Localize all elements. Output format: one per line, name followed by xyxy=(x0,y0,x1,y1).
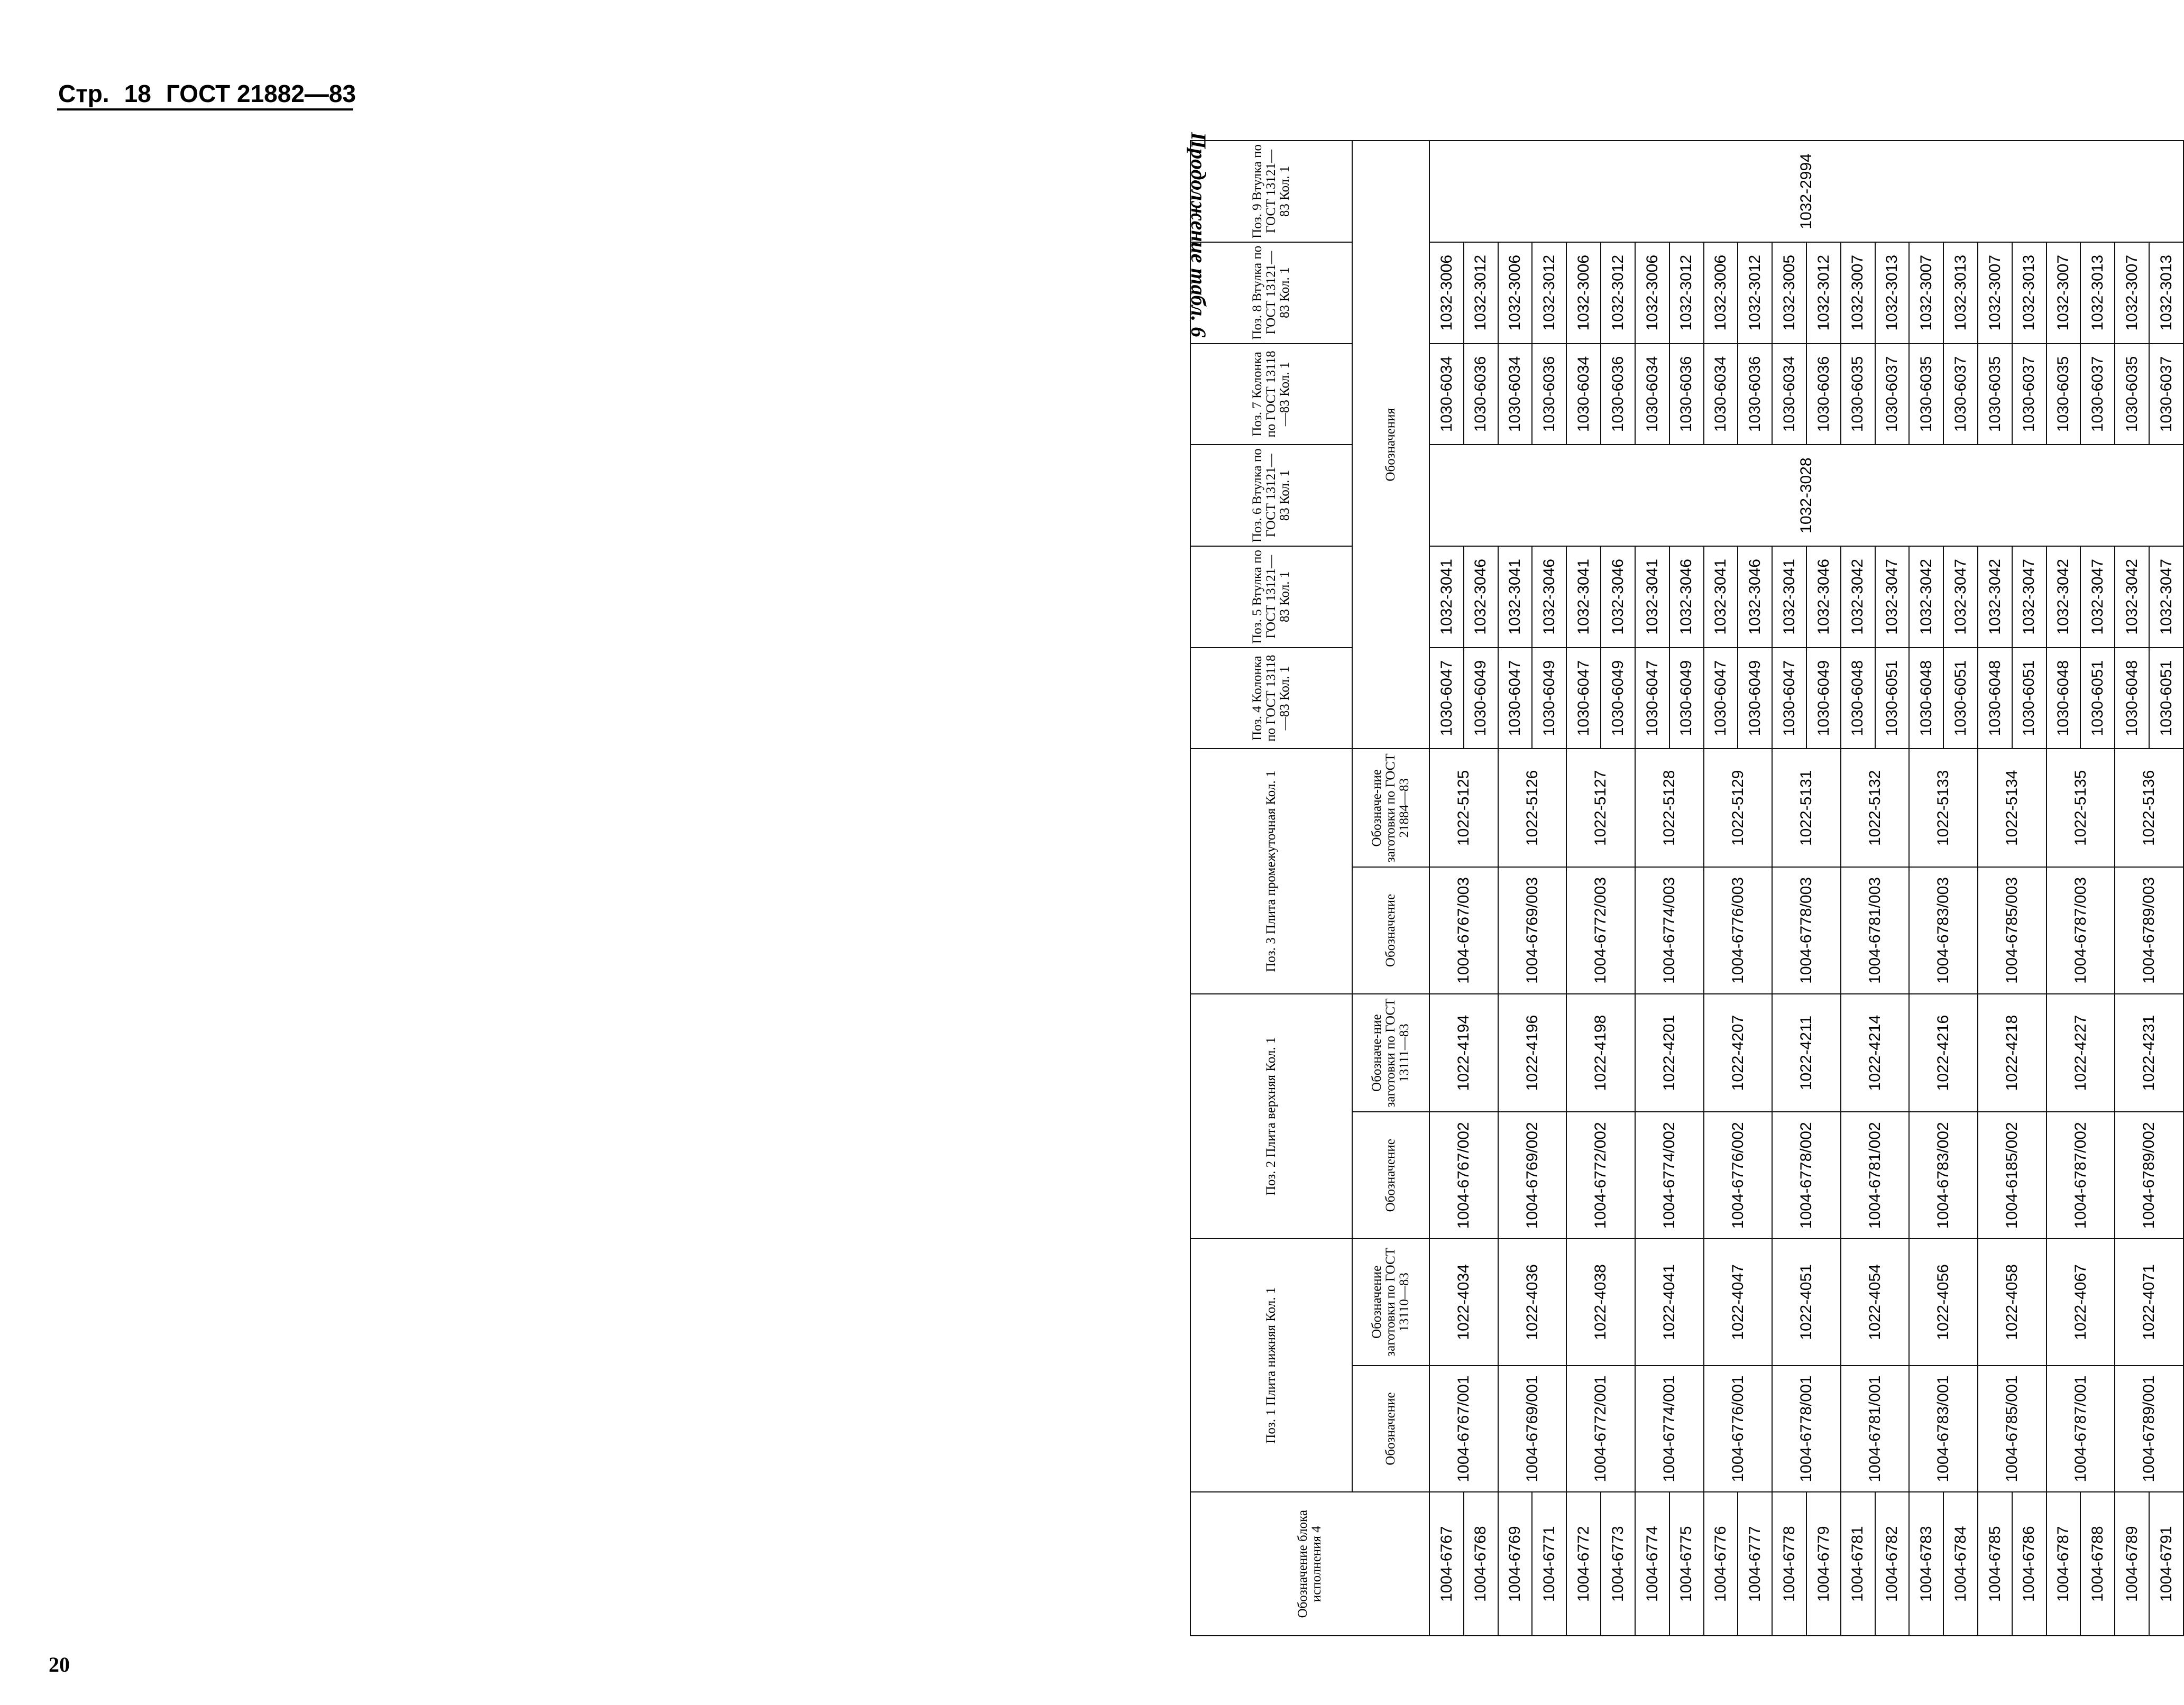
col-pos9: Поз. 9 Втулка по ГОСТ 13121—83 Кол. 1 xyxy=(1190,141,1352,242)
pos2-designation-cell: 1004-6789/002 xyxy=(2115,1112,2183,1239)
pos7-cell: 1030-6036 xyxy=(1464,344,1498,445)
pos2-blank-cell: 1022-4211 xyxy=(1772,994,1841,1112)
pos2-blank-cell: 1022-4214 xyxy=(1841,994,1910,1112)
col-pos7: Поз. 7 Колонка по ГОСТ 13118—83 Кол. 1 xyxy=(1190,344,1352,445)
pos5-cell: 1032-3046 xyxy=(1464,546,1498,648)
block-designation-cell: 1004-6786 xyxy=(2012,1492,2047,1636)
page-number: 18 xyxy=(124,80,151,107)
pos7-cell: 1030-6036 xyxy=(1669,344,1704,445)
pos7-cell: 1030-6036 xyxy=(1738,344,1772,445)
pos1-blank-cell: 1022-4038 xyxy=(1566,1239,1635,1366)
pos8-cell: 1032-3006 xyxy=(1566,242,1601,344)
pos8-cell: 1032-3012 xyxy=(1532,242,1566,344)
block-designation-cell: 1004-6783 xyxy=(1909,1492,1943,1636)
block-designation-cell: 1004-6777 xyxy=(1738,1492,1772,1636)
pos2-blank-cell: 1022-4218 xyxy=(1978,994,2047,1112)
pos3-designation-cell: 1004-6781/003 xyxy=(1841,867,1910,994)
pos2-blank-cell: 1022-4198 xyxy=(1566,994,1635,1112)
pos3-designation-cell: 1004-6789/003 xyxy=(2115,867,2183,994)
pos5-cell: 1032-3042 xyxy=(2115,546,2149,648)
pos5-cell: 1032-3046 xyxy=(1601,546,1635,648)
block-designation-cell: 1004-6785 xyxy=(1978,1492,2012,1636)
block-designation-cell: 1004-6778 xyxy=(1772,1492,1806,1636)
block-designation-cell: 1004-6784 xyxy=(1943,1492,1978,1636)
table-row xyxy=(1635,141,1669,1636)
pos1-designation-cell: 1004-6783/001 xyxy=(1909,1366,1978,1492)
pos5-cell: 1032-3042 xyxy=(1978,546,2012,648)
pos1-designation-cell: 1004-6769/001 xyxy=(1498,1366,1567,1492)
pos1-designation-cell: 1004-6772/001 xyxy=(1566,1366,1635,1492)
pos7-cell: 1030-6036 xyxy=(1806,344,1841,445)
pos7-cell: 1030-6035 xyxy=(1909,344,1943,445)
pos3-blank-cell: 1022-5134 xyxy=(1978,749,2047,867)
pos1-designation-cell: 1004-6781/001 xyxy=(1841,1366,1910,1492)
pos2-designation-cell: 1004-6781/002 xyxy=(1841,1112,1910,1239)
block-designation-cell: 1004-6779 xyxy=(1806,1492,1841,1636)
pos8-cell: 1032-3013 xyxy=(2012,242,2047,344)
pos4-cell: 1030-6051 xyxy=(1875,648,1910,749)
pos3-blank-cell: 1022-5136 xyxy=(2115,749,2183,867)
pos3-blank-cell: 1022-5129 xyxy=(1704,749,1773,867)
pos7-cell: 1030-6035 xyxy=(1978,344,2012,445)
pos5-cell: 1032-3041 xyxy=(1429,546,1464,648)
pos8-cell: 1032-3013 xyxy=(1943,242,1978,344)
pos2-designation-cell: 1004-6787/002 xyxy=(2047,1112,2115,1239)
col-pos4: Поз. 4 Колонка по ГОСТ 13118—83 Кол. 1 xyxy=(1190,648,1352,749)
pos2-designation-cell: 1004-6767/002 xyxy=(1429,1112,1498,1239)
pos3-designation-cell: 1004-6787/003 xyxy=(2047,867,2115,994)
pos1-blank-cell: 1022-4054 xyxy=(1841,1239,1910,1366)
block-designation-cell: 1004-6771 xyxy=(1532,1492,1566,1636)
block-designation-cell: 1004-6773 xyxy=(1601,1492,1635,1636)
pos4-cell: 1030-6049 xyxy=(1738,648,1772,749)
block-designation-cell: 1004-6791 xyxy=(2149,1492,2183,1636)
pos1-blank-cell: 1022-4034 xyxy=(1429,1239,1498,1366)
pos4-cell: 1030-6048 xyxy=(1978,648,2012,749)
table-row xyxy=(1909,141,1943,1636)
pos5-cell: 1032-3041 xyxy=(1635,546,1669,648)
pos8-cell: 1032-3006 xyxy=(1498,242,1533,344)
pos5-cell: 1032-3041 xyxy=(1772,546,1806,648)
col-pos3: Поз. 3 Плита промежуточная Кол. 1 xyxy=(1190,749,1352,993)
pos1-blank-cell: 1022-4036 xyxy=(1498,1239,1567,1366)
pos3-designation-cell: 1004-6776/003 xyxy=(1704,867,1773,994)
pos4-cell: 1030-6048 xyxy=(2047,648,2081,749)
pos4-cell: 1030-6051 xyxy=(1943,648,1978,749)
table-row xyxy=(1772,141,1806,1636)
pos4-cell: 1030-6047 xyxy=(1498,648,1533,749)
pos2-designation-cell: 1004-6776/002 xyxy=(1704,1112,1773,1239)
pos5-cell: 1032-3047 xyxy=(2012,546,2047,648)
pos1-blank-cell: 1022-4071 xyxy=(2115,1239,2183,1366)
pos2-blank-cell: 1022-4207 xyxy=(1704,994,1773,1112)
page-label: Стр. xyxy=(58,80,109,107)
pos2-designation-cell: 1004-6778/002 xyxy=(1772,1112,1841,1239)
pos7-cell: 1030-6035 xyxy=(2115,344,2149,445)
table-row xyxy=(1429,141,1464,1636)
col-pos5: Поз. 5 Втулка по ГОСТ 13121—83 Кол. 1 xyxy=(1190,546,1352,648)
pos2-designation-cell: 1004-6783/002 xyxy=(1909,1112,1978,1239)
pos4-cell: 1030-6049 xyxy=(1464,648,1498,749)
table-body xyxy=(1429,141,2183,1636)
pos5-cell: 1032-3047 xyxy=(1943,546,1978,648)
pos3-designation-cell: 1004-6769/003 xyxy=(1498,867,1567,994)
table-container xyxy=(1190,140,2175,1636)
table-row xyxy=(1566,141,1601,1636)
pos5-cell: 1032-3042 xyxy=(1909,546,1943,648)
block-designation-cell: 1004-6781 xyxy=(1841,1492,1875,1636)
pos4-cell: 1030-6049 xyxy=(1532,648,1566,749)
pos2-designation-cell: 1004-6769/002 xyxy=(1498,1112,1567,1239)
block-designation-cell: 1004-6767 xyxy=(1429,1492,1464,1636)
pos5-cell: 1032-3041 xyxy=(1498,546,1533,648)
pos3-designation-cell: 1004-6778/003 xyxy=(1772,867,1841,994)
pos7-cell: 1030-6034 xyxy=(1772,344,1806,445)
pos6-merged-cell: 1032-3028 xyxy=(1429,445,2183,546)
pos8-cell: 1032-3013 xyxy=(2080,242,2115,344)
block-designation-cell: 1004-6782 xyxy=(1875,1492,1910,1636)
pos7-cell: 1030-6034 xyxy=(1566,344,1601,445)
pos4-cell: 1030-6051 xyxy=(2012,648,2047,749)
pos4-cell: 1030-6051 xyxy=(2149,648,2183,749)
col-pos2-designation: Обозначение xyxy=(1352,1112,1429,1239)
pos7-cell: 1030-6037 xyxy=(1943,344,1978,445)
pos8-cell: 1032-3007 xyxy=(1978,242,2012,344)
pos2-blank-cell: 1022-4196 xyxy=(1498,994,1567,1112)
pos4-cell: 1030-6049 xyxy=(1806,648,1841,749)
pos8-cell: 1032-3007 xyxy=(1909,242,1943,344)
pos2-blank-cell: 1022-4201 xyxy=(1635,994,1704,1112)
block-designation-cell: 1004-6768 xyxy=(1464,1492,1498,1636)
pos5-cell: 1032-3041 xyxy=(1566,546,1601,648)
pos8-cell: 1032-3013 xyxy=(1875,242,1910,344)
table-row xyxy=(1704,141,1738,1636)
pos2-designation-cell: 1004-6774/002 xyxy=(1635,1112,1704,1239)
pos5-cell: 1032-3042 xyxy=(2047,546,2081,648)
block-designation-cell: 1004-6772 xyxy=(1566,1492,1601,1636)
page-header xyxy=(58,79,356,108)
pos1-designation-cell: 1004-6774/001 xyxy=(1635,1366,1704,1492)
block-designation-cell: 1004-6774 xyxy=(1635,1492,1669,1636)
block-designation-cell: 1004-6787 xyxy=(2047,1492,2081,1636)
pos4-cell: 1030-6047 xyxy=(1566,648,1601,749)
pos9-merged-cell: 1032-2994 xyxy=(1429,141,2183,242)
table-row xyxy=(1841,141,1875,1636)
table-row xyxy=(1498,141,1533,1636)
pos4-cell: 1030-6048 xyxy=(2115,648,2149,749)
pos2-blank-cell: 1022-4216 xyxy=(1909,994,1978,1112)
pos4-cell: 1030-6051 xyxy=(2080,648,2115,749)
header-rule xyxy=(57,108,353,110)
pos7-cell: 1030-6036 xyxy=(1601,344,1635,445)
pos3-designation-cell: 1004-6785/003 xyxy=(1978,867,2047,994)
table-row xyxy=(1978,141,2012,1636)
pos1-blank-cell: 1022-4058 xyxy=(1978,1239,2047,1366)
pos2-designation-cell: 1004-6772/002 xyxy=(1566,1112,1635,1239)
pos8-cell: 1032-3012 xyxy=(1464,242,1498,344)
pos7-cell: 1030-6035 xyxy=(1841,344,1875,445)
table-row xyxy=(2047,141,2081,1636)
pos4-cell: 1030-6047 xyxy=(1429,648,1464,749)
pos8-cell: 1032-3007 xyxy=(2115,242,2149,344)
col-pos6: Поз. 6 Втулка по ГОСТ 13121—83 Кол. 1 xyxy=(1190,445,1352,546)
pos3-blank-cell: 1022-5127 xyxy=(1566,749,1635,867)
pos8-cell: 1032-3012 xyxy=(1601,242,1635,344)
pos8-cell: 1032-3006 xyxy=(1635,242,1669,344)
col-pos2-blank: Обозначе-ние заготовки по ГОСТ 13111—83 xyxy=(1352,994,1429,1112)
pos7-cell: 1030-6037 xyxy=(1875,344,1910,445)
pos8-cell: 1032-3007 xyxy=(1841,242,1875,344)
standard-name: ГОСТ 21882—83 xyxy=(166,80,356,107)
col-pos2: Поз. 2 Плита верхняя Кол. 1 xyxy=(1190,994,1352,1239)
pos3-blank-cell: 1022-5135 xyxy=(2047,749,2115,867)
pos3-blank-cell: 1022-5132 xyxy=(1841,749,1910,867)
pos8-cell: 1032-3013 xyxy=(2149,242,2183,344)
block-designation-cell: 1004-6776 xyxy=(1704,1492,1738,1636)
pos3-blank-cell: 1022-5131 xyxy=(1772,749,1841,867)
pos8-cell: 1032-3012 xyxy=(1806,242,1841,344)
pos3-blank-cell: 1022-5126 xyxy=(1498,749,1567,867)
table-row xyxy=(2115,141,2149,1636)
pos5-cell: 1032-3047 xyxy=(2149,546,2183,648)
pos7-cell: 1030-6036 xyxy=(1532,344,1566,445)
pos2-blank-cell: 1022-4194 xyxy=(1429,994,1498,1112)
pos7-cell: 1030-6037 xyxy=(2012,344,2047,445)
pos7-cell: 1030-6037 xyxy=(2080,344,2115,445)
pos1-blank-cell: 1022-4041 xyxy=(1635,1239,1704,1366)
pos1-designation-cell: 1004-6787/001 xyxy=(2047,1366,2115,1492)
pos7-cell: 1030-6034 xyxy=(1429,344,1464,445)
pos3-blank-cell: 1022-5133 xyxy=(1909,749,1978,867)
pos4-cell: 1030-6049 xyxy=(1669,648,1704,749)
pos1-designation-cell: 1004-6785/001 xyxy=(1978,1366,2047,1492)
pos8-cell: 1032-3012 xyxy=(1738,242,1772,344)
pos1-blank-cell: 1022-4056 xyxy=(1909,1239,1978,1366)
pos5-cell: 1032-3047 xyxy=(1875,546,1910,648)
pos1-designation-cell: 1004-6767/001 xyxy=(1429,1366,1498,1492)
pos8-cell: 1032-3005 xyxy=(1772,242,1806,344)
pos5-cell: 1032-3046 xyxy=(1806,546,1841,648)
pos4-cell: 1030-6047 xyxy=(1635,648,1669,749)
col-pos8: Поз. 8 Втулка по ГОСТ 13121—83 Кол. 1 xyxy=(1190,242,1352,344)
pos5-cell: 1032-3047 xyxy=(2080,546,2115,648)
pos5-cell: 1032-3041 xyxy=(1704,546,1738,648)
table-title: Продолжение табл. 6 xyxy=(1187,132,1210,338)
col-pos3-blank: Обозначе-ние заготовки по ГОСТ 21884—83 xyxy=(1352,749,1429,867)
pos8-cell: 1032-3007 xyxy=(2047,242,2081,344)
pos3-blank-cell: 1022-5128 xyxy=(1635,749,1704,867)
col-pos3-designation: Обозначение xyxy=(1352,867,1429,994)
pos4-cell: 1030-6047 xyxy=(1772,648,1806,749)
pos2-designation-cell: 1004-6185/002 xyxy=(1978,1112,2047,1239)
block-designation-cell: 1004-6775 xyxy=(1669,1492,1704,1636)
pos4-cell: 1030-6049 xyxy=(1601,648,1635,749)
block-designation-cell: 1004-6789 xyxy=(2115,1492,2149,1636)
pos5-cell: 1032-3042 xyxy=(1841,546,1875,648)
pos1-blank-cell: 1022-4051 xyxy=(1772,1239,1841,1366)
block-designation-cell: 1004-6788 xyxy=(2080,1492,2115,1636)
pos2-blank-cell: 1022-4231 xyxy=(2115,994,2183,1112)
col-block: Обозначение блока исполнения 4 xyxy=(1190,1492,1429,1636)
pos3-designation-cell: 1004-6783/003 xyxy=(1909,867,1978,994)
pos1-blank-cell: 1022-4067 xyxy=(2047,1239,2115,1366)
pos3-designation-cell: 1004-6767/003 xyxy=(1429,867,1498,994)
pos8-cell: 1032-3006 xyxy=(1429,242,1464,344)
pos7-cell: 1030-6035 xyxy=(2047,344,2081,445)
pos5-cell: 1032-3046 xyxy=(1532,546,1566,648)
col-pos1-designation: Обозначение xyxy=(1352,1366,1429,1492)
col-pos1: Поз. 1 Плита нижняя Кол. 1 xyxy=(1190,1239,1352,1492)
pos2-blank-cell: 1022-4227 xyxy=(2047,994,2115,1112)
col-designations-group: Обозначения xyxy=(1352,141,1429,749)
pos1-designation-cell: 1004-6776/001 xyxy=(1704,1366,1773,1492)
pos8-cell: 1032-3012 xyxy=(1669,242,1704,344)
pos8-cell: 1032-3006 xyxy=(1704,242,1738,344)
pos4-cell: 1030-6048 xyxy=(1841,648,1875,749)
pos3-blank-cell: 1022-5125 xyxy=(1429,749,1498,867)
pos1-blank-cell: 1022-4047 xyxy=(1704,1239,1773,1366)
pos5-cell: 1032-3046 xyxy=(1669,546,1704,648)
pos1-designation-cell: 1004-6789/001 xyxy=(2115,1366,2183,1492)
pos3-designation-cell: 1004-6774/003 xyxy=(1635,867,1704,994)
col-pos1-blank: Обозначение заготовки по ГОСТ 13110—83 xyxy=(1352,1239,1429,1366)
pos7-cell: 1030-6034 xyxy=(1704,344,1738,445)
parts-table xyxy=(1190,140,2184,1636)
pos5-cell: 1032-3046 xyxy=(1738,546,1772,648)
pos3-designation-cell: 1004-6772/003 xyxy=(1566,867,1635,994)
pos1-designation-cell: 1004-6778/001 xyxy=(1772,1366,1841,1492)
pos7-cell: 1030-6034 xyxy=(1498,344,1533,445)
pos4-cell: 1030-6048 xyxy=(1909,648,1943,749)
page-footer-number: 20 xyxy=(49,1653,70,1676)
pos4-cell: 1030-6047 xyxy=(1704,648,1738,749)
pos7-cell: 1030-6037 xyxy=(2149,344,2183,445)
block-designation-cell: 1004-6769 xyxy=(1498,1492,1533,1636)
pos7-cell: 1030-6034 xyxy=(1635,344,1669,445)
